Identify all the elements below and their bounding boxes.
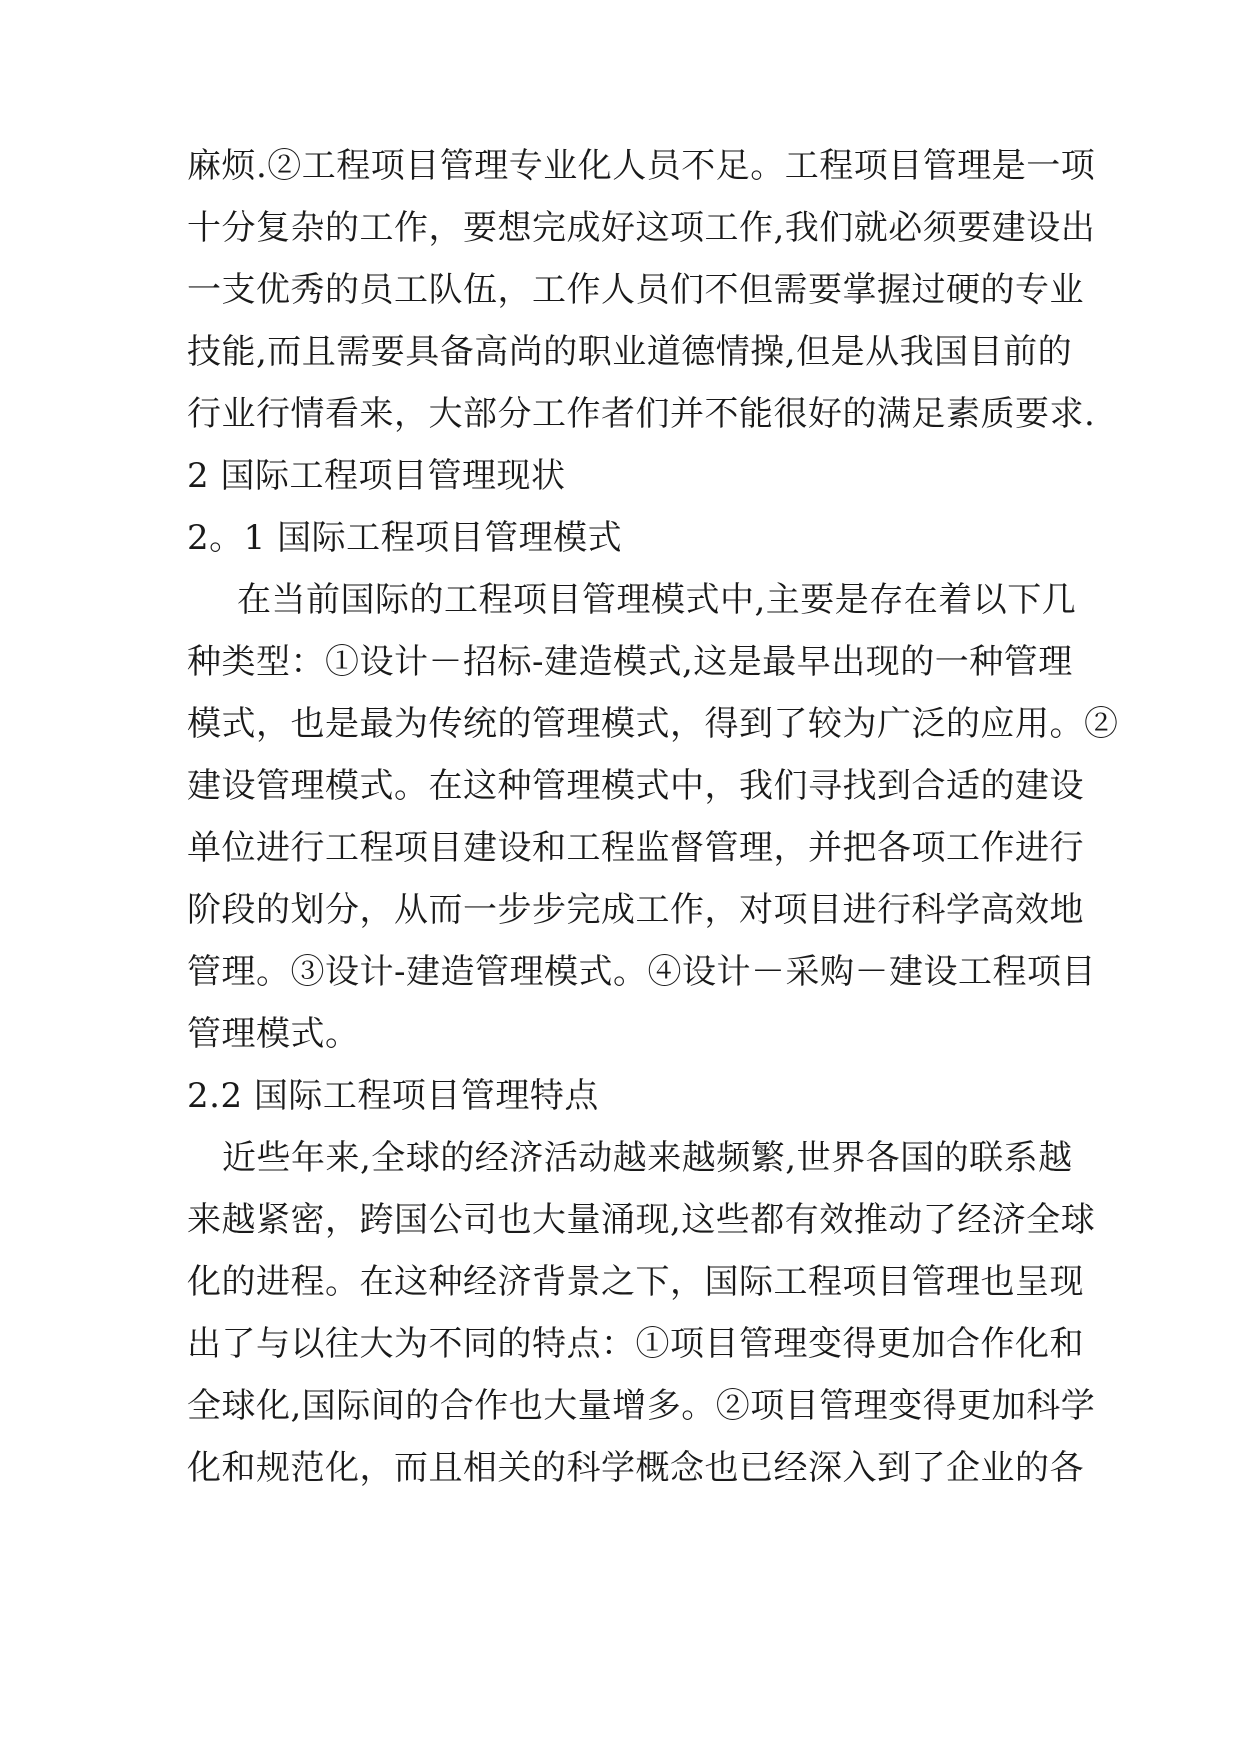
subsection-heading: 2。1 国际工程项目管理模式 <box>187 518 623 558</box>
paragraph-line: 十分复杂的工作，要想完成好这项工作,我们就必须要建设出 <box>187 208 1096 248</box>
paragraph-line: 种类型：①设计－招标-建造模式,这是最早出现的一种管理 <box>187 642 1073 682</box>
paragraph-line: 模式，也是最为传统的管理模式，得到了较为广泛的应用。② <box>187 704 1119 744</box>
section-heading: 2 国际工程项目管理现状 <box>187 456 566 496</box>
subsection-heading: 2.2 国际工程项目管理特点 <box>187 1076 599 1116</box>
paragraph-line: 化和规范化，而且相关的科学概念也已经深入到了企业的各 <box>187 1448 1084 1488</box>
paragraph-line: 出了与以往大为不同的特点：①项目管理变得更加合作化和 <box>187 1324 1084 1364</box>
paragraph-line: 管理模式。 <box>187 1014 360 1054</box>
paragraph-line: 来越紧密，跨国公司也大量涌现,这些都有效推动了经济全球 <box>187 1200 1096 1240</box>
paragraph-line: 麻烦.②工程项目管理专业化人员不足。工程项目管理是一项 <box>187 146 1096 186</box>
paragraph-line: 近些年来,全球的经济活动越来越频繁,世界各国的联系越 <box>222 1138 1073 1178</box>
paragraph-line: 阶段的划分，从而一步步完成工作，对项目进行科学高效地 <box>187 890 1084 930</box>
paragraph-line: 建设管理模式。在这种管理模式中，我们寻找到合适的建设 <box>187 766 1084 806</box>
paragraph-line: 技能,而且需要具备高尚的职业道德情操,但是从我国目前的 <box>187 332 1073 372</box>
paragraph-line: 行业行情看来，大部分工作者们并不能很好的满足素质要求. <box>187 394 1096 434</box>
paragraph-line: 在当前国际的工程项目管理模式中,主要是存在着以下几 <box>237 580 1077 620</box>
paragraph-line: 全球化,国际间的合作也大量增多。②项目管理变得更加科学 <box>187 1386 1096 1426</box>
paragraph-line: 化的进程。在这种经济背景之下，国际工程项目管理也呈现 <box>187 1262 1084 1302</box>
paragraph-line: 一支优秀的员工队伍，工作人员们不但需要掌握过硬的专业 <box>187 270 1084 310</box>
paragraph-line: 单位进行工程项目建设和工程监督管理，并把各项工作进行 <box>187 828 1084 868</box>
paragraph-line: 管理。③设计-建造管理模式。④设计－采购－建设工程项目 <box>187 952 1096 992</box>
